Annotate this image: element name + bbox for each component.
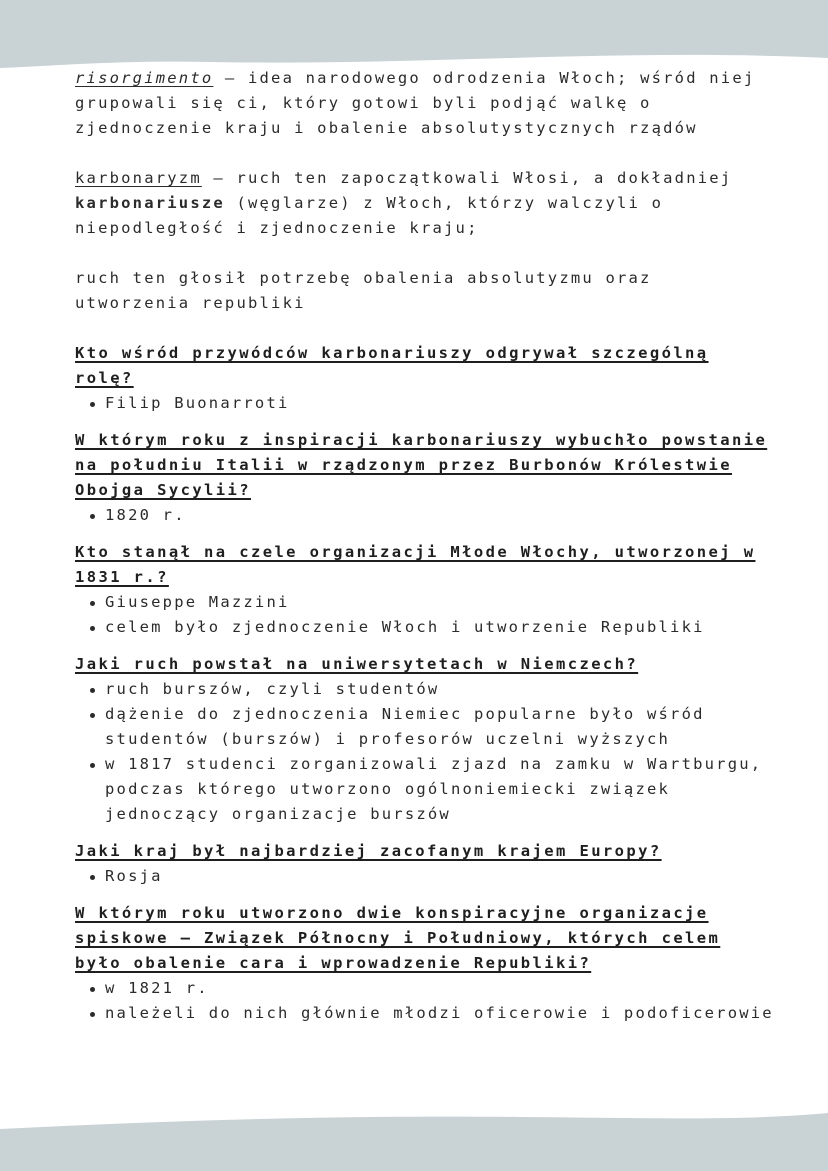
- definition-karbonaryzm: [75, 166, 775, 241]
- answer-list-1: [75, 391, 775, 416]
- question-6: W którym roku utworzono dwie konspiracyjne organizacje spiskowe – Związek Północny i Południowy, których celem było obalenie cara i wprowadzenie Republiki?: [75, 904, 721, 972]
- definition-karbonaryzm-text-before: – ruch ten zapoczątkowali Włosi, a dokładniej: [201, 169, 733, 187]
- answer-list-4: [75, 677, 775, 827]
- term-karbonaryzm: karbonaryzm: [75, 169, 202, 187]
- definition-risorgimento: [75, 66, 775, 141]
- list-item: Filip Buonarroti: [75, 391, 775, 416]
- bottom-decorative-band: [0, 1101, 828, 1171]
- list-item: Giuseppe Mazzini: [75, 590, 775, 615]
- qa-section: [75, 341, 775, 1026]
- definition-note: ruch ten głosił potrzebę obalenia absolutyzmu oraz utworzenia republiki: [75, 269, 652, 312]
- question-4: Jaki ruch powstał na uniwersytetach w Niemczech?: [75, 655, 639, 673]
- question-3: Kto stanął na czele organizacji Młode Włochy, utworzonej w 1831 r.?: [75, 543, 756, 586]
- question-2: W którym roku z inspiracji karbonariuszy wybuchło powstanie na południu Italii w rządzonym przez Burbonów Królestwie Obojga Sycylii?: [75, 431, 768, 499]
- question-5: Jaki kraj był najbardziej zacofanym krajem Europy?: [75, 842, 662, 860]
- term-risorgimento: risorgimento: [75, 69, 214, 87]
- list-item: należeli do nich głównie młodzi oficerowie i podoficerowie: [75, 1001, 775, 1026]
- list-item: Rosja: [75, 864, 775, 889]
- answer-list-5: [75, 864, 775, 889]
- list-item: dążenie do zjednoczenia Niemiec popularne było wśród studentów (burszów) i profesorów uczelni wyższych: [75, 702, 775, 752]
- term-karbonariusze: karbonariusze: [75, 194, 225, 212]
- list-item: celem było zjednoczenie Włoch i utworzenie Republiki: [75, 615, 775, 640]
- notes-content: [75, 66, 775, 1038]
- answer-list-6: [75, 976, 775, 1026]
- definition-karbonaryzm-text-after: (węglarze) z Włoch, którzy walczyli o niepodległość i zjednoczenie kraju;: [75, 194, 664, 237]
- list-item: w 1817 studenci zorganizowali zjazd na zamku w Wartburgu, podczas którego utworzono ogólnoniemiecki związek jednoczący organizacje burszów: [75, 752, 775, 827]
- answer-list-3: [75, 590, 775, 640]
- list-item: 1820 r.: [75, 503, 775, 528]
- question-1: Kto wśród przywódców karbonariuszy odgrywał szczególną rolę?: [75, 344, 709, 387]
- answer-list-2: [75, 503, 775, 528]
- definition-risorgimento-text: – idea narodowego odrodzenia Włoch; wśród niej grupowali się ci, który gotowi byli podjąć walkę o zjednoczenie kraju i obalenie absolutystycznych rządów: [75, 69, 756, 137]
- list-item: w 1821 r.: [75, 976, 775, 1001]
- list-item: ruch burszów, czyli studentów: [75, 677, 775, 702]
